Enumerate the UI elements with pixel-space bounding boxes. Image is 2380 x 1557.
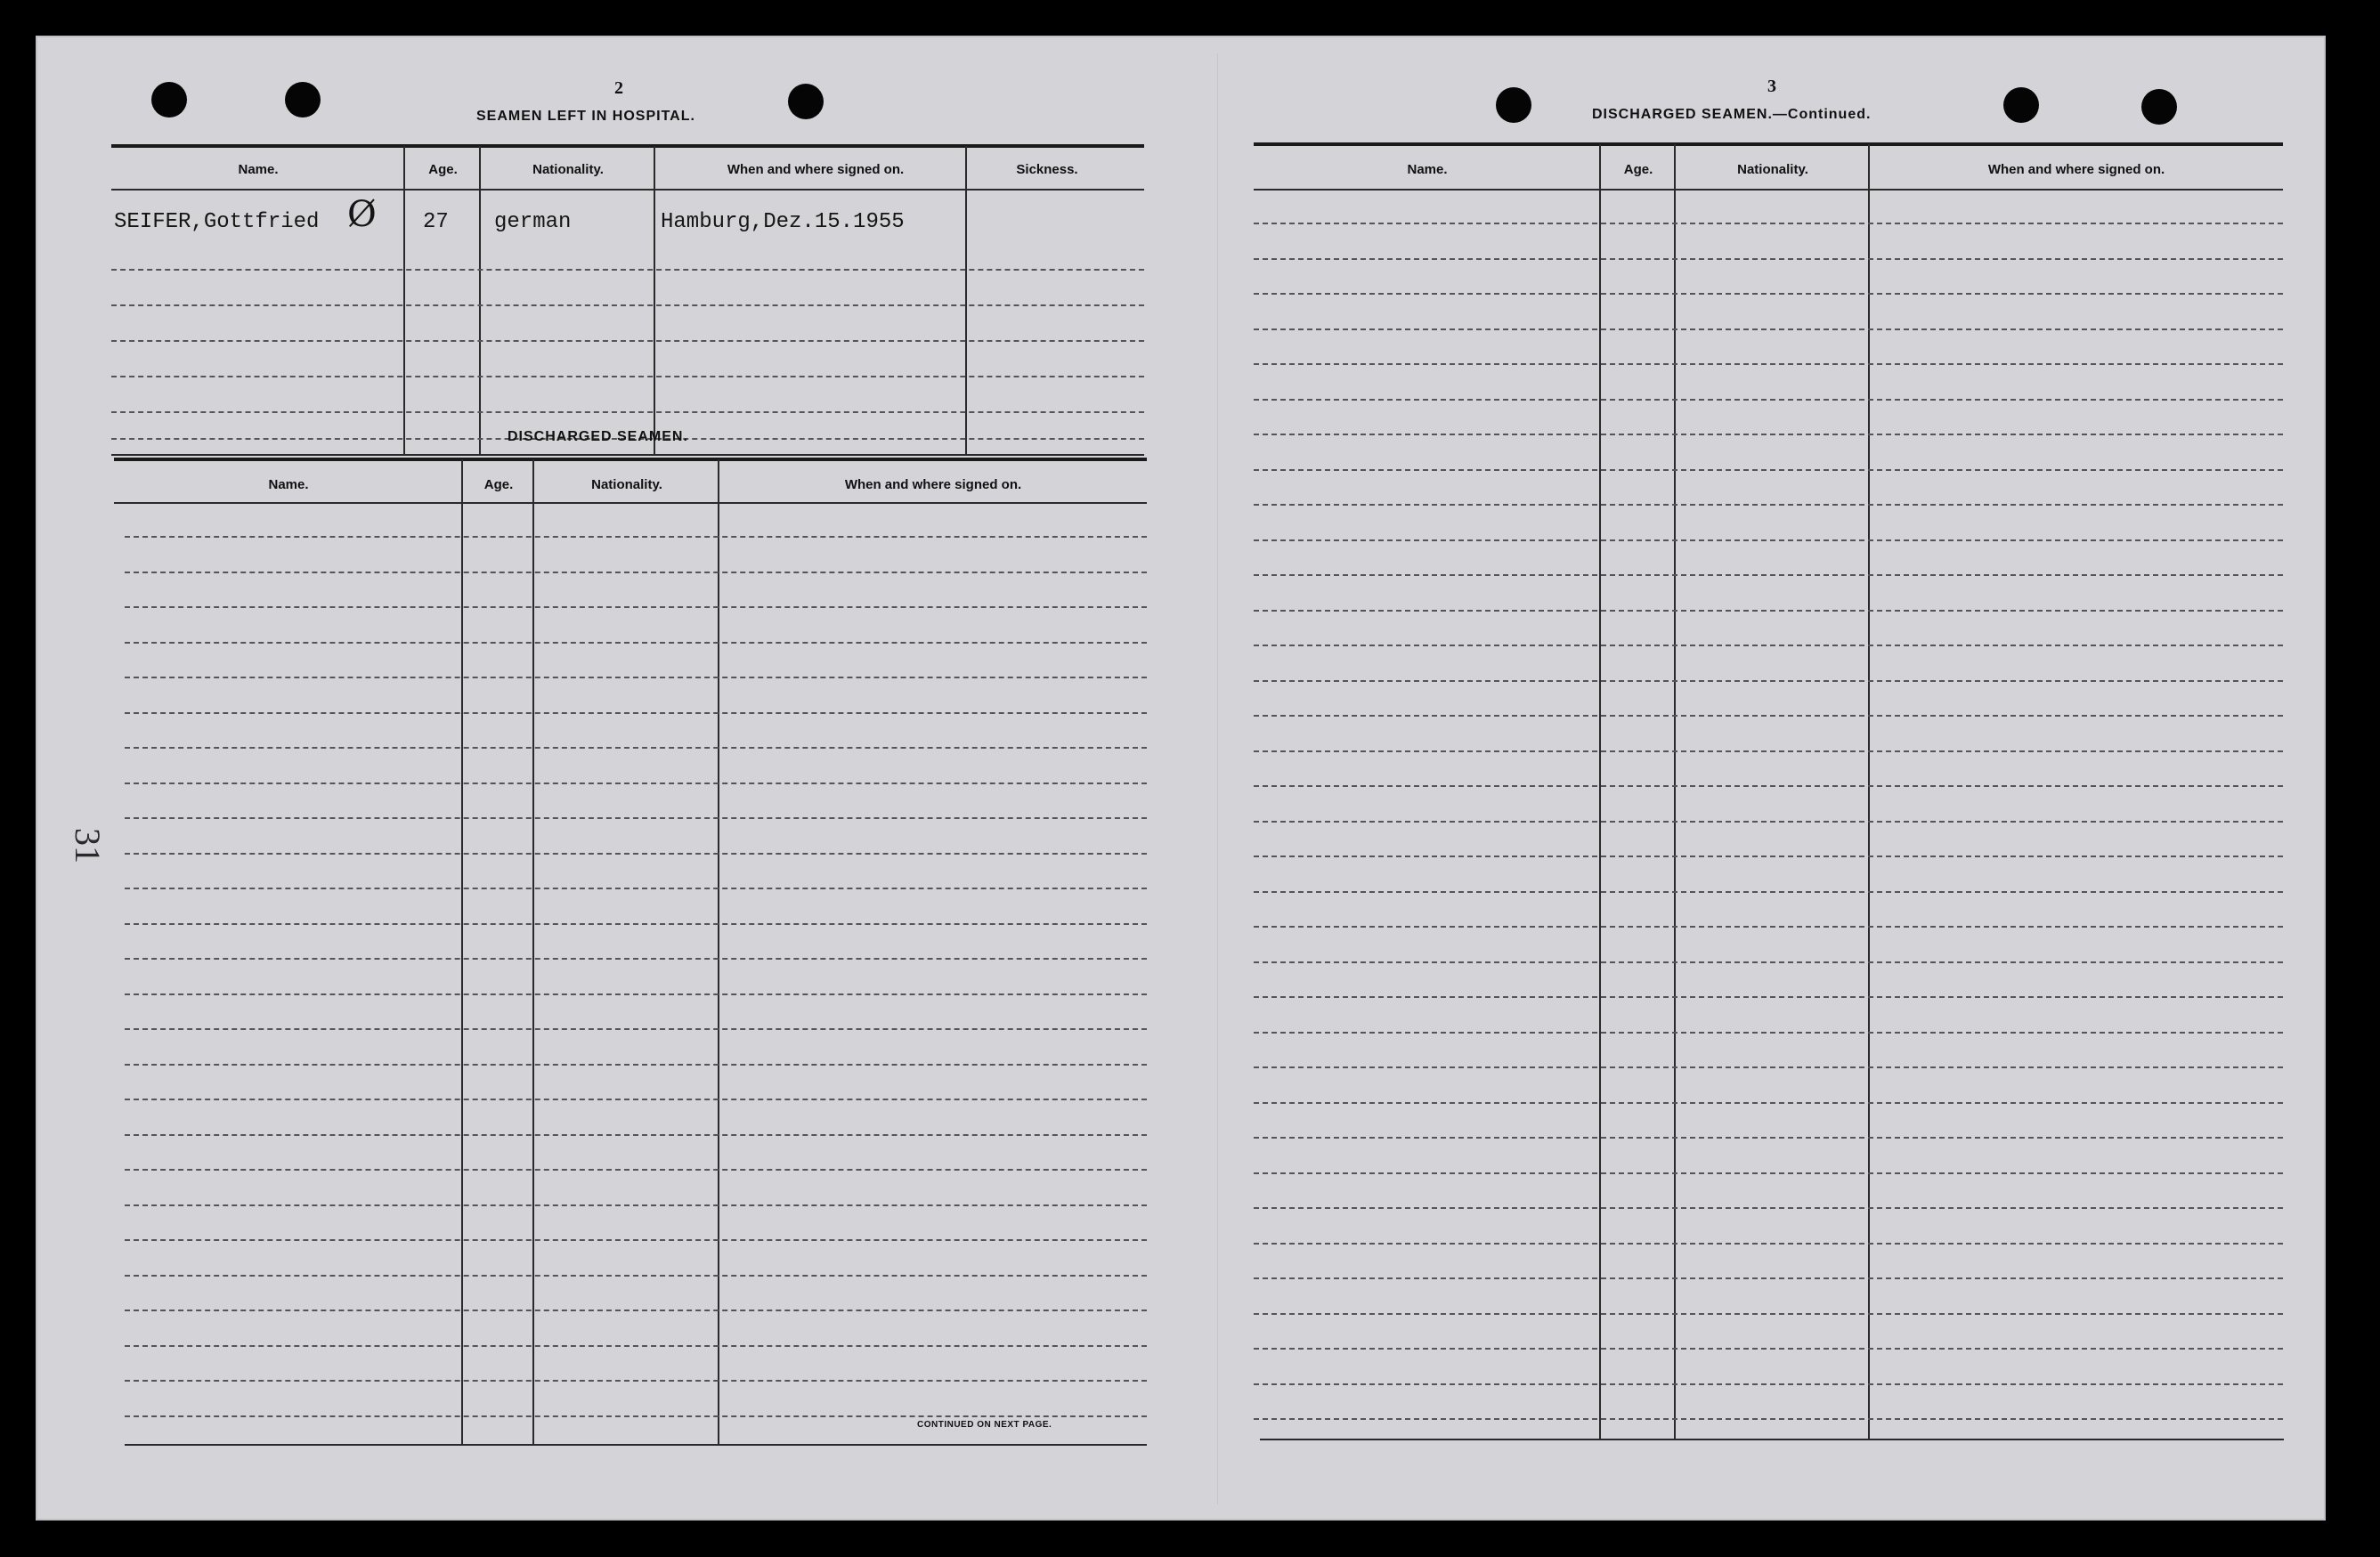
rule [125, 1444, 1147, 1446]
ruled-line [111, 376, 1144, 377]
rule [114, 502, 1147, 504]
column-divider [1868, 144, 1870, 1440]
ruled-line [1254, 539, 2283, 541]
rule [111, 454, 1144, 456]
ruled-line [1254, 328, 2283, 330]
header-nationality: Nationality. [532, 162, 604, 177]
ruled-line [125, 923, 1147, 925]
ruled-line [1254, 961, 2283, 963]
ruled-line [1254, 715, 2283, 717]
ruled-line [125, 1415, 1147, 1417]
column-divider [403, 146, 405, 456]
ruled-line [125, 817, 1147, 819]
rule [1254, 189, 2283, 191]
ruled-line [1254, 750, 2283, 752]
ruled-line [1254, 574, 2283, 576]
ruled-line [1254, 1418, 2283, 1420]
rule [111, 144, 1144, 148]
rule [1260, 1439, 2284, 1440]
ruled-line [125, 712, 1147, 714]
ruled-line [125, 1064, 1147, 1066]
header-signed-on: When and where signed on. [844, 477, 1022, 492]
ruled-line [1254, 258, 2283, 260]
header-age: Age. [428, 162, 458, 177]
column-divider [654, 146, 655, 456]
ruled-line [125, 536, 1147, 538]
ruled-line [125, 1310, 1147, 1311]
ruled-line [125, 1169, 1147, 1171]
ruled-line [125, 1204, 1147, 1206]
page-number-right: 3 [1767, 77, 1776, 96]
ruled-line [125, 1099, 1147, 1100]
ruled-line [125, 572, 1147, 573]
ruled-line [1254, 1348, 2283, 1350]
ruled-line [111, 340, 1144, 342]
ruled-line [125, 1345, 1147, 1347]
ruled-line [1254, 1066, 2283, 1068]
ruled-line [1254, 645, 2283, 646]
header-signed-on: When and where signed on. [1987, 162, 2165, 177]
punch-hole [2141, 89, 2177, 125]
ruled-line [125, 958, 1147, 960]
punch-hole [1496, 87, 1531, 123]
ruled-line [1254, 1207, 2283, 1209]
ruled-line [1254, 821, 2283, 823]
rule [1254, 142, 2283, 146]
discharged-continued-title: DISCHARGED SEAMEN.—Continued. [1592, 107, 1872, 122]
entry-mark: Ø [347, 194, 377, 235]
ruled-line [1254, 223, 2283, 224]
rule [111, 189, 1144, 191]
entry-signed-on: Hamburg,Dez.15.1955 [661, 210, 905, 234]
ruled-line [125, 642, 1147, 644]
manifest-sheet [36, 36, 2326, 1521]
ruled-line [125, 853, 1147, 855]
ruled-line [125, 1380, 1147, 1382]
ruled-line [1254, 293, 2283, 295]
header-age: Age. [1623, 162, 1653, 177]
ruled-line [1254, 891, 2283, 893]
ruled-line [125, 783, 1147, 784]
ruled-line [1254, 363, 2283, 365]
page-number-left: 2 [614, 78, 623, 98]
punch-hole [2003, 87, 2039, 123]
ruled-line [1254, 1313, 2283, 1315]
ruled-line [1254, 1032, 2283, 1034]
ruled-line [1254, 504, 2283, 506]
ruled-line [1254, 996, 2283, 998]
header-sickness: Sickness. [1016, 162, 1078, 177]
header-name: Name. [238, 162, 279, 177]
margin-note: 31 [68, 828, 108, 864]
ruled-line [125, 888, 1147, 889]
ruled-line [1254, 785, 2283, 787]
ruled-line [125, 1275, 1147, 1277]
ruled-line [125, 606, 1147, 608]
ruled-line [125, 1134, 1147, 1136]
entry-name: SEIFER,Gottfried [114, 210, 320, 234]
ruled-line [1254, 1172, 2283, 1174]
punch-hole [151, 82, 187, 118]
ruled-line [1254, 434, 2283, 435]
column-divider [965, 146, 967, 456]
ruled-line [1254, 1277, 2283, 1279]
header-signed-on: When and where signed on. [727, 162, 905, 177]
ruled-line [1254, 1102, 2283, 1104]
ruled-line [1254, 1137, 2283, 1139]
column-divider [1599, 144, 1601, 1440]
rule [114, 458, 1147, 461]
ruled-line [125, 677, 1147, 678]
column-divider [1674, 144, 1676, 1440]
header-age: Age. [483, 477, 514, 492]
header-nationality: Nationality. [591, 477, 662, 492]
hospital-section-title: SEAMEN LEFT IN HOSPITAL. [476, 109, 695, 124]
header-name: Name. [1407, 162, 1448, 177]
column-divider [479, 146, 481, 456]
entry-age: 27 [423, 210, 449, 234]
ruled-line [125, 1028, 1147, 1030]
ruled-line [1254, 856, 2283, 857]
ruled-line [1254, 469, 2283, 471]
ruled-line [111, 304, 1144, 306]
ruled-line [125, 993, 1147, 995]
ruled-line [111, 269, 1144, 271]
discharged-section-title: DISCHARGED SEAMEN. [508, 429, 688, 444]
entry-nationality: german [494, 210, 572, 234]
ruled-line [111, 411, 1144, 413]
ruled-line [1254, 926, 2283, 928]
ruled-line [1254, 680, 2283, 682]
page-fold [1217, 53, 1218, 1504]
header-nationality: Nationality. [1737, 162, 1808, 177]
ruled-line [125, 747, 1147, 749]
continued-footer: CONTINUED ON NEXT PAGE. [917, 1420, 1052, 1430]
ruled-line [1254, 1243, 2283, 1245]
header-name: Name. [268, 477, 309, 492]
ruled-line [1254, 1383, 2283, 1385]
ruled-line [1254, 399, 2283, 401]
punch-hole [285, 82, 321, 118]
ruled-line [125, 1239, 1147, 1241]
ruled-line [1254, 610, 2283, 612]
punch-hole [788, 84, 824, 119]
